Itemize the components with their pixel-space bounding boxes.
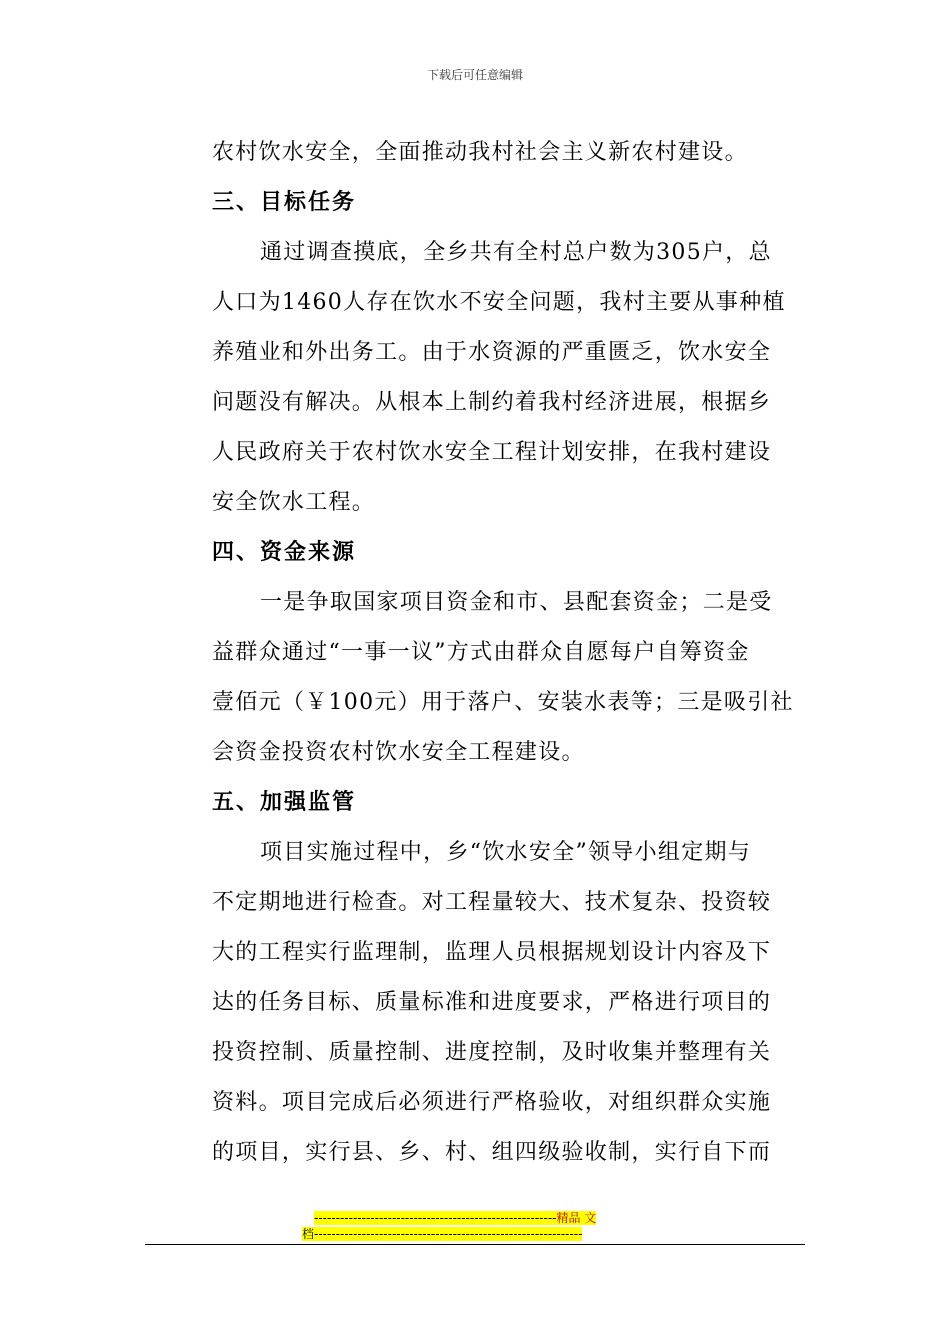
footer-dashes-1: -------------------------------------------------------- (314, 1211, 557, 1225)
footer-label-1: 精品 文 (556, 1211, 597, 1225)
header-note: 下载后可任意编辑 (426, 68, 523, 82)
paragraph-line: 不定期地进行检查。对工程量较大、技术复杂、投资较 (212, 890, 772, 915)
paragraph-line: 养殖业和外出务工。由于水资源的严重匮乏，饮水安全 (212, 340, 772, 365)
paragraph-line: 安全饮水工程。 (212, 490, 376, 515)
paragraph-line: 达的任务目标、质量标准和进度要求，严格进行项目的 (212, 990, 772, 1015)
footer-rule (145, 1244, 805, 1245)
paragraph-line: 大的工程实行监理制，监理人员根据规划设计内容及下 (212, 940, 772, 965)
footer-dashes-2: -------------------------------------------------------------- (314, 1227, 583, 1241)
paragraph-line: 通过调查摸底，全乡共有全村总户数为305户，总 (260, 240, 772, 265)
section-heading: 四、资金来源 (212, 540, 357, 565)
paragraph-line: 会资金投资农村饮水安全工程建设。 (212, 740, 585, 765)
document-body (212, 128, 794, 1178)
paragraph-line: 农村饮水安全，全面推动我村社会主义新农村建设。 (212, 140, 748, 165)
section-heading: 三、目标任务 (212, 190, 357, 215)
paragraph-line: 一是争取国家项目资金和市、县配套资金；二是受 (260, 590, 773, 615)
section-heading: 五、加强监管 (212, 790, 357, 815)
footer-row-2 (302, 1226, 647, 1242)
paragraph-line: 投资控制、质量控制、进度控制，及时收集并整理有关 (212, 1040, 772, 1065)
paragraph-line: 的项目，实行县、乡、村、组四级验收制，实行自下而 (212, 1140, 772, 1165)
paragraph-line: 人口为1460人存在饮水不安全问题，我村主要从事种植 (212, 290, 786, 315)
footer-label-2: 档 (302, 1227, 315, 1241)
paragraph-line: 壹佰元（￥100元）用于落户、安装水表等；三是吸引社 (212, 690, 794, 715)
footer-row-1 (302, 1210, 647, 1226)
paragraph-line: 项目实施过程中，乡“饮水安全”领导小组定期与 (260, 840, 752, 865)
paragraph-line: 资料。项目完成后必须进行严格验收，对组织群众实施 (212, 1090, 772, 1115)
paragraph-line: 益群众通过“一事一议”方式由群众自愿每户自筹资金 (212, 640, 750, 665)
paragraph-line: 人民政府关于农村饮水安全工程计划安排，在我村建设 (212, 440, 772, 465)
footer-band (302, 1210, 647, 1242)
paragraph-line: 问题没有解决。从根本上制约着我村经济进展，根据乡 (212, 390, 772, 415)
